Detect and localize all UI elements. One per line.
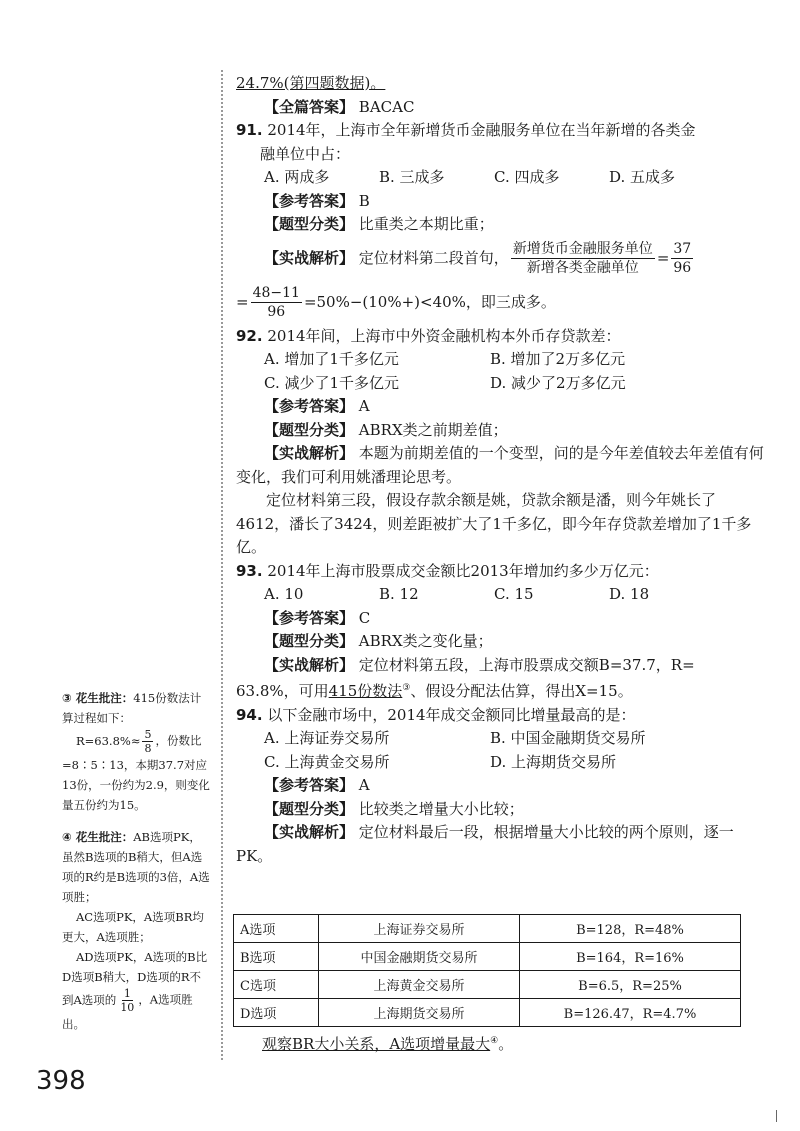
- table-row: A选项 上海证券交易所 B=128，R=48%: [234, 915, 741, 943]
- q94-analysis: 【实战解析】 定位材料最后一段，根据增量大小比较的两个原则，逐一PK。: [236, 823, 734, 865]
- q91-answer: 【参考答案】 B: [264, 191, 370, 210]
- side-notes: [62, 688, 210, 1046]
- table-row: C选项 上海黄金交易所 B=6.5，R=25%: [234, 971, 741, 999]
- all-answers: 【全篇答案】 BACAC: [264, 97, 415, 116]
- q94-stem: 94. 以下金融市场中，2014年成交金额同比增量最高的是：: [236, 705, 636, 724]
- q93-stem: 93. 2014年上海市股票成交金额比2013年增加约多少万亿元：: [236, 561, 659, 580]
- dotted-margin-line: [221, 70, 223, 1060]
- q93-options: A. 10 B. 12 C. 15 D. 18: [264, 585, 650, 603]
- q92-analysis: 【实战解析】 本题为前期差值的一个变型，问的是今年差值较去年差值有何变化，我们可利用姚潘理论思考。: [236, 444, 764, 486]
- q91-fraction-1: $\frac{\text{新增货币金融服务单位}}{\text{新增各类金融单位}}$: [512, 241, 653, 276]
- q93-answer: 【参考答案】 C: [264, 608, 371, 627]
- q92-stem: 92. 2014年间，上海市中外资金融机构本外币存贷款差：: [236, 326, 621, 345]
- q92-options-cd: C. 减少了1千多亿元 D. 减少了2万多亿元: [264, 373, 626, 392]
- side-fraction-1-10: $\frac{1}{10}$: [120, 987, 135, 1014]
- q91-type: 【题型分类】 比重类之本期比重；: [264, 215, 494, 233]
- top-line: 24.7%(第四题数据)。: [236, 74, 386, 92]
- q91-stem: 91. 2014年，上海市全年新增货币金融服务单位在当年新增的各类金: [236, 121, 696, 139]
- page-edge-mark: [776, 1110, 777, 1122]
- q91-options: A. 两成多 B. 三成多 C. 四成多 D. 五成多: [264, 168, 676, 186]
- q91-fraction-3: $\frac{48-11}{96}$: [252, 285, 300, 320]
- q91-analysis: 【实战解析】 定位材料第二段首句， $\frac{\text{新增货币金融服务单位}}{\text{新增各类金融单位}}$ = $\frac{37}{96}$: [264, 241, 692, 276]
- q94-options-ab: A. 上海证券交易所 B. 中国金融期货交易所: [264, 729, 646, 747]
- q94-type: 【题型分类】 比较类之增量大小比较；: [264, 799, 524, 818]
- page-number: 398: [36, 1066, 86, 1096]
- q92-options-ab: A. 增加了1千多亿元 B. 增加了2万多亿元: [264, 350, 626, 368]
- q93-type: 【题型分类】 ABRX类之变化量；: [264, 632, 493, 650]
- side-note-4: ④ 花生批注：AB选项PK，虽然B选项的B稍大，但A选项的R约是B选项的3倍，A选项胜； AC选项PK，A选项BR均更大，A选项胜； AD选项PK，A选项的B比D选项B稍大，D选项的R不到A选项的 $\frac{1}{10}$ ，A选项胜出。: [62, 830, 210, 1031]
- after-table-text: 观察BR大小关系，A选项增量最大④。: [262, 1035, 514, 1053]
- table-row: D选项 上海期货交易所 B=126.47，R=4.7%: [234, 999, 741, 1027]
- q91-stem-cont: 融单位中占：: [260, 144, 351, 163]
- q92-analysis-2: 定位材料第三段，假设存款余额是姚，贷款余额是潘，则今年姚长了4612，潘长了3424，则差距被扩大了1千多亿，即今年存贷款差增加了1千多亿。: [236, 491, 752, 556]
- side-note-3: ③ 花生批注：415份数法计算过程如下： R=63.8%≈ $\frac{5}{8}$ ，份数比=8∶5∶13，本期37.7对应13份，一份约为2.9，则变化量五份约为15。: [62, 691, 210, 812]
- side-fraction-5-8: $\frac{5}{8}$: [144, 728, 152, 755]
- main-column: [236, 72, 764, 868]
- q94-answer: 【参考答案】 A: [264, 776, 370, 794]
- q94-options-cd: C. 上海黄金交易所 D. 上海期货交易所: [264, 752, 617, 771]
- q92-answer: 【参考答案】 A: [264, 397, 370, 415]
- q91-analysis-2: = $\frac{48-11}{96}$ =50%−(10%+)<40%，即三成多。: [236, 285, 556, 320]
- table-row: B选项 中国金融期货交易所 B=164，R=16%: [234, 943, 741, 971]
- comparison-table: [233, 914, 741, 1027]
- q93-analysis: 【实战解析】 定位材料第五段，上海市股票成交额B=37.7，R=: [264, 655, 695, 674]
- q92-type: 【题型分类】 ABRX类之前期差值；: [264, 420, 508, 439]
- q93-analysis-2: 63.8%，可用415份数法③、假设分配法估算，得出X=15。: [236, 682, 633, 700]
- q91-fraction-2: $\frac{37}{96}$: [673, 241, 692, 276]
